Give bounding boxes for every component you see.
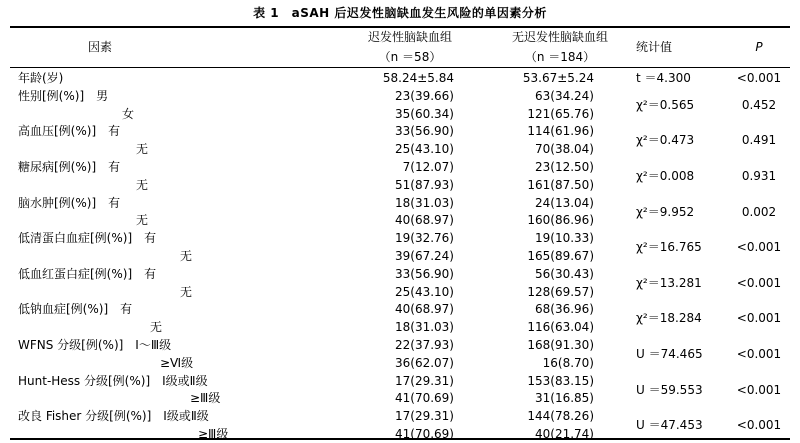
top-rule	[10, 26, 790, 28]
group2-value: 63(34.24)	[535, 88, 594, 103]
header-group1: 迟发性脑缺血组	[367, 30, 452, 44]
row-label: 低血红蛋白症[例(%)] 有	[18, 266, 157, 281]
row-label: Hunt-Hess 分级[例(%)] Ⅰ级或Ⅱ级	[18, 373, 208, 388]
row-label: 无	[136, 142, 149, 157]
row-label: ≥Ⅲ级	[190, 391, 221, 406]
stat-value: χ²＝0.008	[636, 168, 695, 183]
stat-value: U ＝59.553	[636, 382, 703, 397]
header-group2: 无迟发性脑缺血组	[511, 30, 608, 44]
group1-value: 17(29.31)	[395, 409, 454, 424]
group1-value: 22(37.93)	[395, 338, 454, 352]
group1-value: 41(70.69)	[395, 391, 454, 406]
p-value: <0.001	[736, 382, 782, 397]
p-value: <0.001	[736, 240, 782, 255]
row-label: 无	[136, 213, 149, 228]
group1-value: 58.24±5.84	[382, 71, 454, 85]
group1-value: 35(60.34)	[395, 106, 454, 121]
group2-value: 121(65.76)	[527, 106, 594, 121]
row-label: 性别[例(%)] 男	[18, 88, 109, 103]
p-value: 0.491	[741, 133, 777, 148]
group1-value: 41(70.69)	[395, 427, 454, 441]
group1-value: 25(43.10)	[395, 142, 454, 157]
row-label: 无	[180, 284, 193, 299]
group2-value: 16(8.70)	[542, 355, 594, 370]
group2-value: 23(12.50)	[535, 160, 594, 174]
row-label: ≥Ⅵ级	[160, 355, 194, 370]
stat-value: χ²＝18.284	[636, 311, 702, 326]
row-label: 低清蛋白血症[例(%)] 有	[18, 231, 157, 246]
header-p: P	[755, 40, 763, 54]
stat-value: U ＝47.453	[636, 418, 703, 433]
row-label: 高血压[例(%)] 有	[18, 124, 121, 139]
group2-value: 116(63.04)	[527, 320, 594, 335]
row-label: 无	[136, 177, 149, 192]
header-group1-n: （n ＝58）	[378, 50, 442, 64]
row-label: 无	[150, 320, 163, 335]
group1-value: 25(43.10)	[395, 284, 454, 299]
group1-value: 33(56.90)	[395, 124, 454, 139]
group2-value: 114(61.96)	[527, 124, 594, 139]
p-value: <0.001	[736, 346, 782, 361]
p-value: <0.001	[736, 275, 782, 290]
p-value: 0.931	[741, 168, 777, 183]
row-label: 脑水肿[例(%)] 有	[18, 195, 121, 210]
group1-value: 19(32.76)	[395, 231, 454, 246]
header-factor: 因素	[88, 40, 113, 54]
group2-value: 153(83.15)	[527, 373, 594, 388]
group2-value: 128(69.57)	[527, 284, 594, 299]
stat-value: U ＝74.465	[636, 346, 703, 361]
row-label: 女	[122, 106, 135, 121]
group2-value: 144(78.26)	[527, 409, 594, 424]
stat-value: χ²＝0.565	[636, 97, 695, 112]
p-value: 0.002	[741, 204, 777, 219]
group2-value: 24(13.04)	[535, 195, 594, 210]
row-label: 无	[180, 249, 193, 263]
stat-value: χ²＝16.765	[636, 240, 702, 255]
group1-value: 36(62.07)	[395, 355, 454, 370]
stat-value: χ²＝9.952	[636, 204, 695, 219]
header-stat: 统计值	[636, 40, 673, 54]
row-label: 糖尿病[例(%)] 有	[18, 160, 121, 174]
group1-value: 18(31.03)	[395, 195, 454, 210]
p-value: <0.001	[736, 71, 782, 85]
group2-value: 19(10.33)	[535, 231, 594, 246]
group2-value: 40(21.74)	[535, 427, 594, 441]
header-rule	[10, 67, 790, 68]
header-group2-n: （n ＝184）	[524, 50, 596, 64]
group2-value: 168(91.30)	[527, 338, 594, 352]
group1-value: 40(68.97)	[395, 213, 454, 228]
group2-value: 70(38.04)	[535, 142, 594, 157]
row-label: 年龄(岁)	[18, 71, 64, 85]
p-value: <0.001	[736, 311, 782, 326]
group2-value: 68(36.96)	[535, 302, 594, 317]
group2-value: 161(87.50)	[527, 177, 594, 192]
group2-value: 165(89.67)	[527, 249, 594, 263]
group2-value: 56(30.43)	[535, 266, 594, 281]
p-value: 0.452	[741, 97, 777, 112]
group1-value: 17(29.31)	[395, 373, 454, 388]
group1-value: 51(87.93)	[395, 177, 454, 192]
row-label: 改良 Fisher 分级[例(%)] Ⅰ级或Ⅱ级	[18, 409, 209, 424]
row-label: WFNS 分级[例(%)] Ⅰ～Ⅲ级	[18, 338, 172, 352]
group2-value: 31(16.85)	[535, 391, 594, 406]
row-label: 低钠血症[例(%)] 有	[18, 302, 133, 317]
group1-value: 7(12.07)	[402, 160, 454, 174]
stat-value: χ²＝13.281	[636, 275, 702, 290]
group1-value: 18(31.03)	[395, 320, 454, 335]
row-label: ≥Ⅲ级	[198, 427, 229, 441]
group1-value: 40(68.97)	[395, 302, 454, 317]
group2-value: 160(86.96)	[527, 213, 594, 228]
table-caption: 表 1 aSAH 后迟发性脑缺血发生风险的单因素分析	[253, 6, 547, 20]
group1-value: 23(39.66)	[395, 88, 454, 103]
group2-value: 53.67±5.24	[522, 71, 594, 85]
stat-value: t ＝4.300	[636, 71, 691, 85]
stat-value: χ²＝0.473	[636, 133, 695, 148]
p-value: <0.001	[736, 418, 782, 433]
group1-value: 39(67.24)	[395, 249, 454, 263]
group1-value: 33(56.90)	[395, 266, 454, 281]
